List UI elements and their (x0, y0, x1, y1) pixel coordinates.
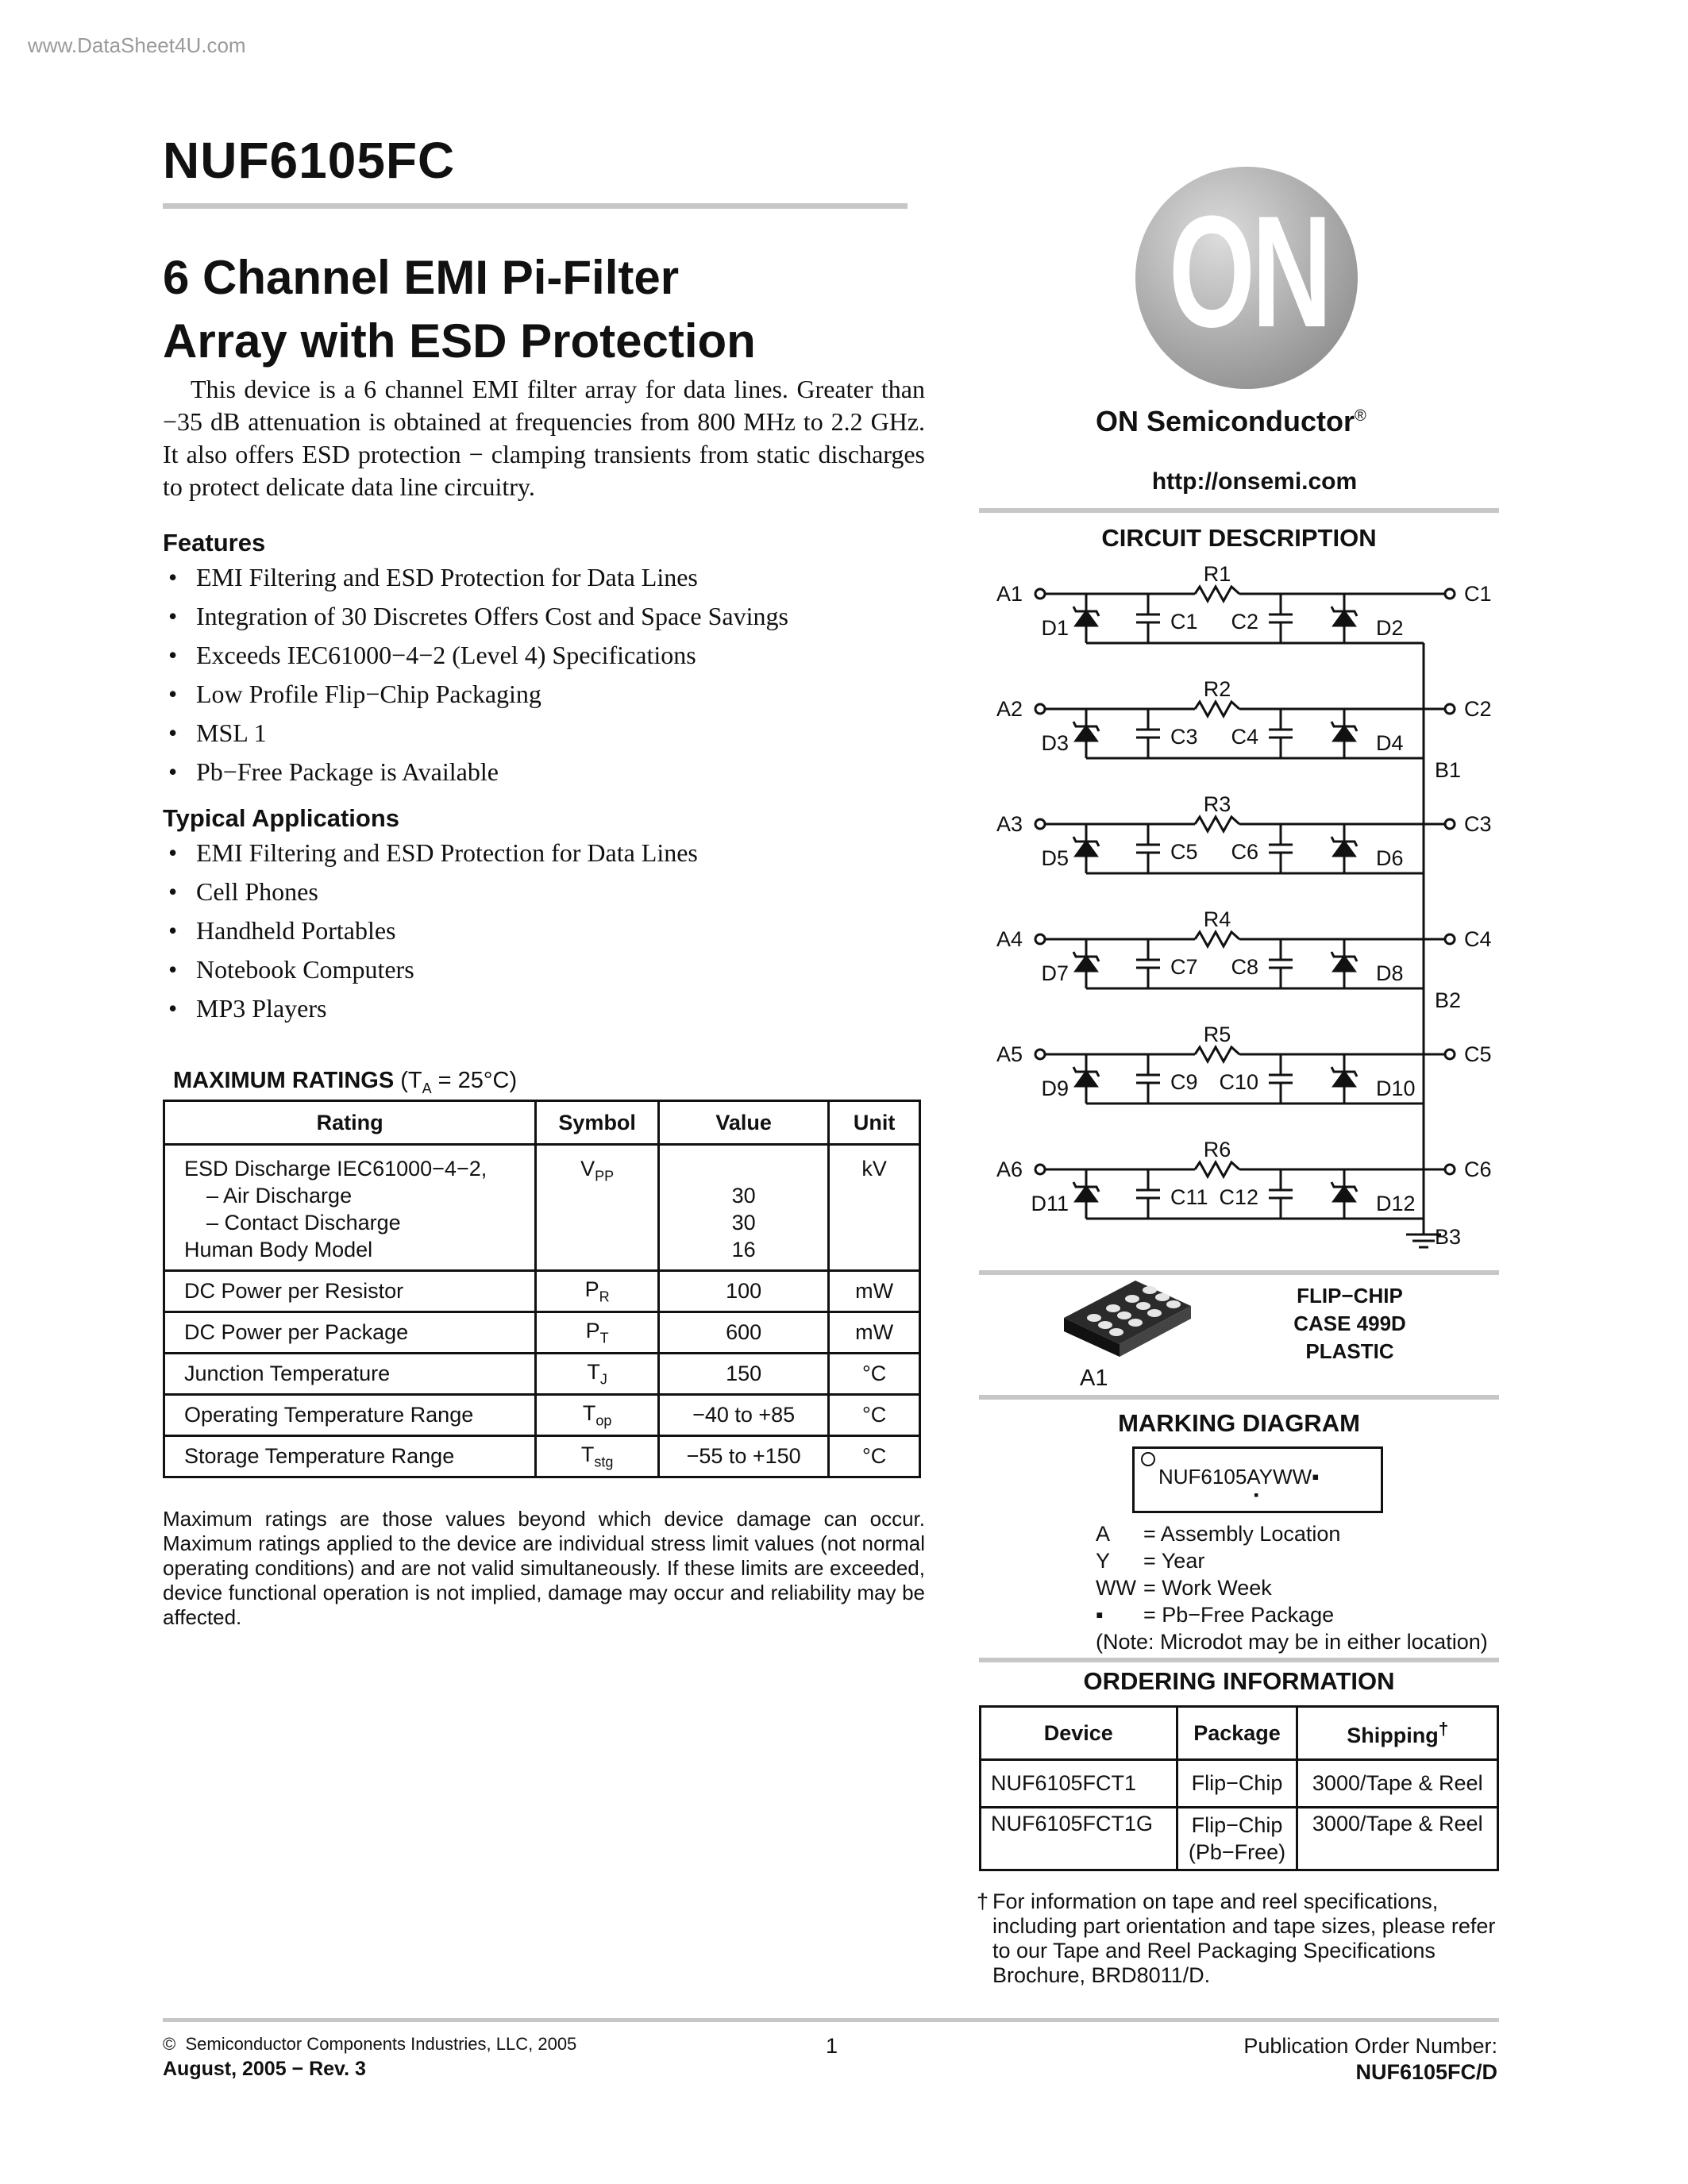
microdot: ▪ (1254, 1487, 1259, 1503)
list-item: • MP3 Players (168, 994, 327, 1023)
diode-label: D4 (1376, 731, 1404, 755)
legend-row: ▪ = Pb−Free Package (1096, 1603, 1335, 1627)
resistor-symbol (1195, 702, 1239, 716)
output-pin-label: C1 (1464, 582, 1492, 606)
tvs-diode-symbol (1334, 1187, 1355, 1201)
col-header-value: Value (659, 1101, 829, 1145)
capacitor-label: C10 (1219, 1070, 1258, 1094)
output-pin-label: C4 (1464, 927, 1492, 951)
esd-value-cell: 30 30 16 (659, 1145, 829, 1271)
col-header-device: Device (981, 1707, 1177, 1760)
tvs-diode-symbol (1334, 726, 1355, 741)
capacitor-label: C4 (1231, 725, 1258, 749)
input-pin-label: A3 (996, 812, 1023, 836)
title-line-2: Array with ESD Protection (163, 314, 756, 368)
tvs-diode-symbol (1076, 957, 1096, 971)
list-item: • Low Profile Flip−Chip Packaging (168, 680, 541, 708)
col-header-package: Package (1177, 1707, 1297, 1760)
resistor-symbol (1195, 817, 1239, 831)
page-title (163, 246, 756, 373)
resistor-label: R1 (1203, 562, 1231, 586)
ground-node-label: B2 (1435, 988, 1462, 1012)
page-number: 1 (826, 2034, 838, 2058)
pin1-indicator (1141, 1452, 1155, 1466)
flip-chip-package-icon (1056, 1274, 1199, 1365)
capacitor-label: C9 (1170, 1070, 1198, 1094)
list-item: • Notebook Computers (168, 955, 414, 984)
resistor-symbol (1195, 932, 1239, 946)
website-link[interactable]: http://onsemi.com (1151, 468, 1358, 495)
list-item: • EMI Filtering and ESD Protection for Data Lines (168, 563, 698, 591)
input-pin-label: A6 (996, 1157, 1023, 1181)
output-terminal (1445, 1165, 1455, 1174)
diode-label: D5 (1041, 846, 1069, 870)
input-pin-label: A2 (996, 697, 1023, 721)
output-terminal (1445, 819, 1455, 829)
intro-paragraph: This device is a 6 channel EMI filter array for data lines. Greater than −35 dB attenuation is obtained at frequencies from 800 MHz to 2.2 GHz. It also offers ESD protection − clamping transients from static discharges to protect delicate data line circuitry. (163, 375, 925, 501)
package-info: FLIP−CHIP CASE 499D PLASTIC (1293, 1284, 1406, 1363)
diode-label: D2 (1376, 616, 1404, 640)
tvs-diode-symbol (1334, 842, 1355, 856)
publication-number: NUF6105FC/D (1355, 2060, 1497, 2084)
list-item: • EMI Filtering and ESD Protection for Data Lines (168, 838, 698, 867)
input-pin-label: A4 (996, 927, 1023, 951)
divider (979, 1395, 1499, 1400)
diode-label: D3 (1041, 731, 1069, 755)
legend-note: (Note: Microdot may be in either location) (1096, 1630, 1488, 1654)
diode-label: D12 (1376, 1192, 1416, 1215)
applications-list (168, 834, 698, 1028)
resistor-label: R2 (1203, 677, 1231, 701)
table-header-row (164, 1101, 920, 1145)
list-item: • Handheld Portables (168, 916, 396, 945)
circuit-heading: CIRCUIT DESCRIPTION (1101, 524, 1377, 552)
publication-label: Publication Order Number: (1243, 2034, 1497, 2058)
list-item: • Cell Phones (168, 877, 318, 906)
list-item: • Integration of 30 Discretes Offers Cost and Space Savings (168, 602, 788, 630)
diode-label: D7 (1041, 961, 1069, 985)
marking-code: NUF6105AYWW▪ (1158, 1465, 1320, 1489)
capacitor-label: C12 (1219, 1185, 1258, 1209)
list-item: • MSL 1 (168, 718, 267, 747)
features-list (168, 558, 788, 792)
resistor-symbol (1195, 1162, 1239, 1177)
col-header-rating: Rating (164, 1101, 536, 1145)
output-pin-label: C2 (1464, 697, 1492, 721)
resistor-label: R5 (1203, 1023, 1231, 1046)
col-header-symbol: Symbol (536, 1101, 659, 1145)
tvs-diode-symbol (1076, 726, 1096, 741)
ordering-table (979, 1705, 1499, 1871)
ordering-footnote: † For information on tape and reel specifications, including part orientation and tape sizes, please refer to our Tape and Reel Packaging Specifications Brochure, BRD8011/D. (977, 1889, 1496, 1987)
legend-row: WW = Work Week (1096, 1576, 1272, 1600)
table-row: NUF6105FCT1G Flip−Chip (Pb−Free) 3000/Tape & Reel (981, 1808, 1498, 1870)
tvs-diode-symbol (1334, 957, 1355, 971)
diode-label: D1 (1041, 616, 1069, 640)
marking-legend (1096, 1520, 1488, 1655)
tvs-diode-symbol (1076, 1072, 1096, 1086)
output-pin-label: C3 (1464, 812, 1492, 836)
input-terminal (1035, 1050, 1045, 1059)
features-heading: Features (163, 529, 266, 557)
input-pin-label: A5 (996, 1042, 1023, 1066)
capacitor-label: C2 (1231, 610, 1258, 634)
ground-node-label: B1 (1435, 758, 1462, 782)
output-pin-label: C6 (1464, 1157, 1492, 1181)
input-terminal (1035, 589, 1045, 599)
table-row: Storage Temperature Range $T_{stg}$ −55 to +150 °C (164, 1436, 920, 1477)
table-row: DC Power per Package $P_T$ 600 mW (164, 1312, 920, 1354)
on-logo-text: ON (1169, 183, 1329, 360)
capacitor-label: C11 (1170, 1185, 1208, 1209)
esd-rating-cell: ESD Discharge IEC61000−4−2, – Air Discharge – Contact Discharge Human Body Model (164, 1145, 536, 1271)
brand-name: ON Semiconductor® (1096, 405, 1366, 437)
tvs-diode-symbol (1334, 1072, 1355, 1086)
diode-label: D11 (1031, 1192, 1069, 1215)
output-terminal (1445, 589, 1455, 599)
diode-label: D10 (1376, 1077, 1416, 1100)
diode-label: D8 (1376, 961, 1404, 985)
input-terminal (1035, 934, 1045, 944)
part-number: NUF6105FC (163, 132, 456, 189)
capacitor-label: C6 (1231, 840, 1258, 864)
title-rule (163, 203, 908, 209)
tvs-diode-symbol (1076, 1187, 1096, 1201)
watermark: www.DataSheet4U.com (28, 33, 246, 57)
marking-box (1132, 1446, 1383, 1513)
capacitor-label: C8 (1231, 955, 1258, 979)
list-item: • Exceeds IEC61000−4−2 (Level 4) Specifications (168, 641, 696, 669)
esd-symbol-cell: $V_{PP}$ (536, 1145, 659, 1271)
table-row: Operating Temperature Range $T_{op}$ −40 to +85 °C (164, 1395, 920, 1436)
output-terminal (1445, 704, 1455, 714)
resistor-symbol (1195, 1047, 1239, 1061)
copyright: © Semiconductor Components Industries, LLC, 2005 (163, 2034, 577, 2054)
max-ratings-table (163, 1100, 921, 1478)
divider (979, 508, 1499, 513)
output-pin-label: C5 (1464, 1042, 1492, 1066)
table-row: DC Power per Resistor $P_R$ 100 mW (164, 1271, 920, 1312)
input-terminal (1035, 819, 1045, 829)
input-pin-label: A1 (996, 582, 1023, 606)
diode-label: D6 (1376, 846, 1404, 870)
table-header-row (981, 1707, 1498, 1760)
footer-rule (163, 2018, 1499, 2022)
tvs-diode-symbol (1076, 842, 1096, 856)
input-terminal (1035, 704, 1045, 714)
col-header-unit: Unit (829, 1101, 920, 1145)
ordering-heading: ORDERING INFORMATION (1083, 1667, 1395, 1695)
table-row: Junction Temperature $T_J$ 150 °C (164, 1354, 920, 1395)
tvs-diode-symbol (1076, 611, 1096, 626)
capacitor-label: C3 (1170, 725, 1198, 749)
revision-date: August, 2005 − Rev. 3 (163, 2058, 366, 2080)
title-line-1: 6 Channel EMI Pi-Filter (163, 251, 680, 304)
col-header-shipping: Shipping† (1297, 1707, 1498, 1760)
divider (979, 1658, 1499, 1662)
ground-node-label: B3 (1435, 1225, 1462, 1249)
list-item: • Pb−Free Package is Available (168, 757, 499, 786)
capacitor-label: C1 (1170, 610, 1198, 634)
capacitor-label: C7 (1170, 955, 1198, 979)
max-ratings-heading: MAXIMUM RATINGS $(T_A = 25^\circ C)$ (173, 1068, 518, 1096)
capacitor-label: C5 (1170, 840, 1198, 864)
max-ratings-note: Maximum ratings are those values beyond which device damage can occur. Maximum ratings applied to the device are individual stress limit values (not normal operating conditions) and are not valid simultaneously. If these limits are exceeded, device functional operation is not implied, damage may occur and reliability may be affected. (163, 1507, 925, 1629)
package-pin-label: A1 (1080, 1365, 1108, 1391)
resistor-label: R3 (1203, 792, 1231, 816)
resistor-symbol (1195, 587, 1239, 601)
tvs-diode-symbol (1334, 611, 1355, 626)
input-terminal (1035, 1165, 1045, 1174)
output-terminal (1445, 934, 1455, 944)
applications-heading: Typical Applications (163, 804, 399, 832)
legend-row: Y = Year (1096, 1549, 1205, 1573)
legend-row: A = Assembly Location (1096, 1522, 1341, 1546)
marking-heading: MARKING DIAGRAM (1118, 1409, 1360, 1437)
resistor-label: R6 (1203, 1138, 1231, 1161)
esd-unit-cell: kV (829, 1145, 920, 1271)
diode-label: D9 (1041, 1077, 1069, 1100)
table-row: NUF6105FCT1 Flip−Chip 3000/Tape & Reel (981, 1760, 1498, 1808)
output-terminal (1445, 1050, 1455, 1059)
resistor-label: R4 (1203, 907, 1231, 931)
table-row (164, 1145, 920, 1271)
circuit-diagram (979, 556, 1499, 1270)
